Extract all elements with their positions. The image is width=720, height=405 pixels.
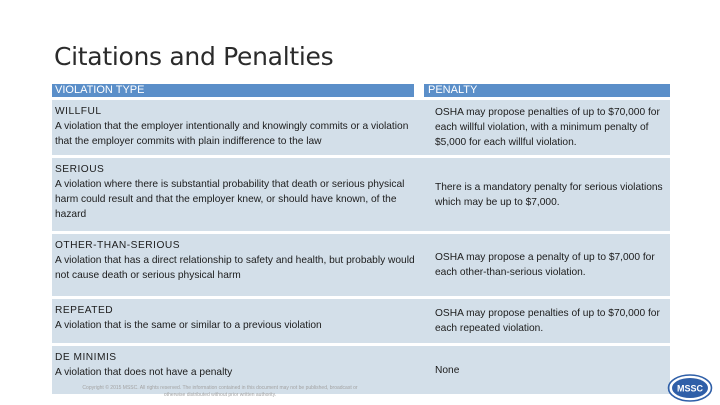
page-title: Citations and Penalties	[54, 42, 334, 71]
header-violation-type: VIOLATION TYPE	[52, 84, 414, 97]
violation-cell	[52, 158, 424, 231]
violation-description: A violation that is the same or similar to a previous violation	[55, 320, 322, 331]
violation-name: SERIOUS	[55, 164, 105, 175]
violation-description: A violation where there is substantial probability that death or serious physical harm could result and that the employer knew, or should have known, of the hazard	[55, 179, 405, 220]
penalties-table	[52, 84, 670, 394]
table-row	[52, 296, 670, 343]
violation-description: A violation that the employer intentionally and knowingly commits or a violation that the employer commits with plain indifference to the law	[55, 121, 409, 147]
mssc-logo	[667, 373, 713, 403]
table-row	[52, 155, 670, 231]
logo-text: MSSC	[676, 383, 704, 394]
violation-cell	[52, 299, 424, 343]
violation-name: WILLFUL	[55, 106, 102, 117]
table-header	[52, 84, 670, 97]
penalty-cell: OSHA may propose penalties of up to $70,000 for each repeated violation.	[435, 308, 660, 334]
violation-description: A violation that does not have a penalty	[55, 367, 233, 378]
copyright-line-1: Copyright © 2015 MSSC. All rights reserved. The information contained in this document may not be published, broadcast or	[82, 385, 358, 391]
penalty-cell: None	[435, 364, 460, 376]
violation-cell	[52, 234, 424, 296]
penalty-cell: OSHA may propose penalties of up to $70,000 for each willful violation, with a minimum penalty of $5,000 for each willful violation.	[435, 107, 660, 148]
violation-name: OTHER-THAN-SERIOUS	[55, 240, 181, 251]
table-row	[52, 231, 670, 296]
header-penalty: PENALTY	[424, 84, 670, 97]
violation-name: DE MINIMIS	[55, 352, 117, 363]
copyright-footer	[0, 385, 440, 399]
table-row	[52, 97, 670, 155]
penalty-cell: There is a mandatory penalty for serious violations which may be up to $7,000.	[435, 181, 663, 208]
copyright-line-2: otherwise distributed without prior written authority.	[163, 392, 277, 398]
penalty-cell: OSHA may propose a penalty of up to $7,000 for each other-than-serious violation.	[435, 252, 655, 278]
violation-description: A violation that has a direct relationship to safety and health, but probably would not cause death or serious physical harm	[55, 255, 415, 281]
violation-name: REPEATED	[55, 305, 114, 316]
violation-cell	[52, 100, 424, 155]
